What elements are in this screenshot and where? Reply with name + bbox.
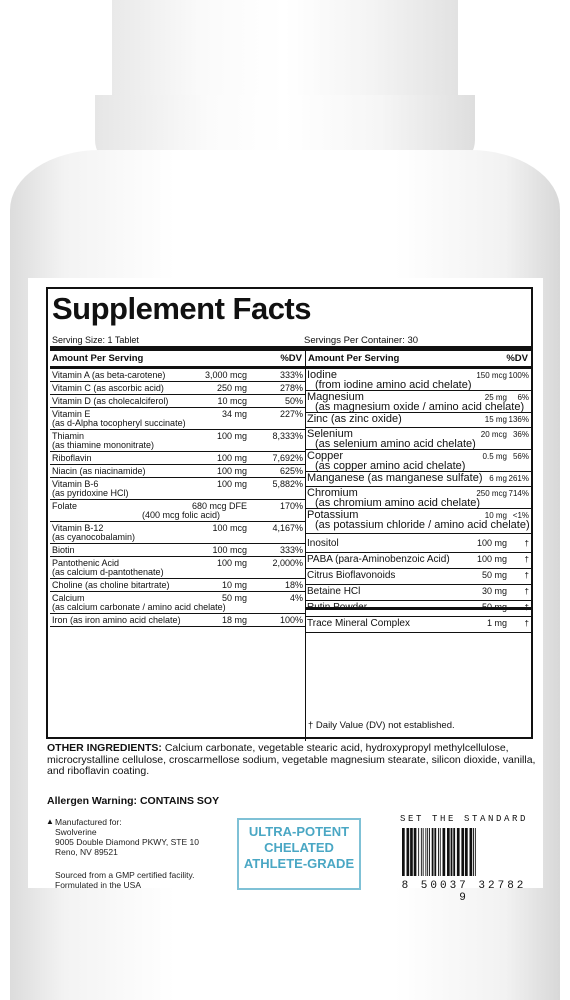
dv-footnote: † Daily Value (DV) not established. [308,720,455,731]
barcode-bar [475,828,476,876]
manufacturer-line: 9005 Double Diamond PKWY, STE 10 [55,837,199,847]
dv-header-right: %DV [506,353,528,364]
barcode-bar [432,828,434,876]
barcode-bar [438,828,439,876]
nutrient-name: Selenium [307,428,353,440]
nutrient-row [305,450,531,472]
barcode-bar [421,828,422,876]
barcode-bar [402,828,405,876]
supplement-facts-panel [46,287,533,739]
nutrient-source: (as selenium amino acid chelate) [315,438,476,450]
nutrient-dv: 136% [508,415,529,424]
nutrient-dv: 50% [284,396,303,406]
nutrient-amount: 6 mg [489,474,507,483]
manufacturer-line: Manufactured for: [55,817,122,827]
facts-title: Supplement Facts [52,291,311,326]
nutrient-amount: 34 mg [221,409,247,419]
nutrient-dv: † [524,571,529,580]
nutrient-name: Potassium [307,509,359,521]
nutrient-dv: 261% [508,474,529,483]
nutrient-dv: 6% [517,393,529,402]
manufacturer-line: Swolverine [55,827,97,837]
nutrient-row [50,592,305,614]
barcode-bar [440,828,441,876]
nutrient-dv: 4% [289,593,303,603]
nutrient-row [50,369,305,382]
barcode-bar [473,828,474,876]
nutrient-row [50,465,305,478]
nutrient-name: PABA (para-Aminobenzoic Acid) [307,554,450,565]
barcode-tagline: SET THE STANDARD [399,814,528,824]
nutrient-name: Manganese (as manganese sulfate) [307,472,483,484]
nutrient-amount: 100 mg [216,453,247,463]
other-ingredients-text: Calcium carbonate, vegetable stearic acid, hydroxypropyl methylcellulose, microcrystalline cellulose, croscarmellose sodium, vegetable magnesium stearate, silicon dioxide, vanilla, and riboflavin coating. [47,742,536,777]
nutrient-dv: <1% [512,511,529,520]
barcode-bar [443,828,446,876]
nutrient-row [50,452,305,465]
sourcing-info [55,870,195,890]
nutrient-name: Vitamin A (as beta-carotene) [52,370,166,380]
nutrient-amount: 100 mg [216,466,247,476]
nutrient-amount: 100 mg [216,431,247,441]
upc-number: 8 50037 32782 9 [401,880,527,904]
nutrient-name: Inositol [307,538,339,549]
other-ingredients-label: OTHER INGREDIENTS: [47,742,162,754]
nutrient-source: (as calcium carbonate / amino acid chelate) [52,602,226,612]
nutrient-dv: 36% [512,430,529,439]
barcode-bar [451,828,453,876]
nutrient-name: Calcium [52,593,85,603]
nutrient-source: (as copper amino acid chelate) [315,460,466,472]
nutrient-name: Biotin [52,545,75,555]
nutrient-name: Zinc (as zinc oxide) [307,413,402,425]
nutrient-row [305,487,531,509]
nutrient-row [305,391,531,413]
other-ingredients [47,743,537,778]
nutrient-name: Vitamin D (as cholecalciferol) [52,396,169,406]
nutrient-row [50,614,305,627]
barcode-bar [434,828,436,876]
nutrient-dv: 625% [279,466,303,476]
nutrient-name: Pantothenic Acid [52,558,120,568]
nutrient-dv: 333% [279,370,303,380]
nutrient-name: Chromium [307,487,358,499]
barcode-bar [470,828,473,876]
nutrient-amount: 30 mg [481,586,507,596]
servings-per-container: Servings Per Container: 30 [304,335,419,346]
nutrient-source: (as calcium d-pantothenate) [52,567,164,577]
barcode-bar [465,828,468,876]
nutrient-dv: 227% [279,409,303,419]
nutrient-amount: 20 mcg [480,430,507,439]
nutrient-source: (400 mcg folic acid) [142,510,221,520]
mid-rule-right [305,607,531,610]
nutrient-name: Betaine HCl [307,586,361,597]
nutrient-dv: 333% [279,545,303,555]
nutrient-name: Citrus Bioflavonoids [307,570,396,581]
nutrient-name: Iron (as iron amino acid chelate) [52,615,181,625]
nutrient-source: (as d-Alpha tocopheryl succinate) [52,418,186,428]
nutrient-name: Copper [307,450,344,462]
nutrient-row [50,544,305,557]
nutrient-amount: 10 mg [484,511,507,520]
nutrient-row [305,509,531,534]
upc-barcode [398,828,530,878]
nutrient-row [50,557,305,579]
nutrient-dv: 2,000% [272,558,303,568]
nutrient-row [50,478,305,500]
dv-header-left: %DV [280,353,302,364]
nutrient-dv: † [524,539,529,548]
nutrient-dv: 714% [508,489,529,498]
nutrient-amount: 250 mcg [476,489,507,498]
thick-rule-left [50,346,305,351]
nutrient-name: Magnesium [307,391,364,403]
nutrient-row [50,500,305,522]
nutrient-amount: 100 mcg [212,545,247,555]
nutrient-row [50,408,305,430]
nutrient-dv: 5,882% [272,479,303,489]
nutrient-row [305,472,531,487]
nutrient-source: (as pyridoxine HCl) [52,488,129,498]
manufacturer-icon: ▲ [46,817,54,826]
nutrient-row [305,585,531,601]
nutrient-row [305,553,531,569]
badge-line: ATHLETE-GRADE [243,856,355,871]
nutrient-amount: 1 mg [486,618,507,628]
amount-header-left: Amount Per Serving [52,353,144,364]
nutrient-amount: 25 mg [484,393,507,402]
nutrient-dv: 100% [508,371,529,380]
nutrient-amount: 100 mg [476,538,507,548]
amount-header-right: Amount Per Serving [308,353,400,364]
nutrient-name: Vitamin C (as ascorbic acid) [52,383,164,393]
nutrient-source: (from iodine amino acid chelate) [315,379,472,391]
nutrient-row [50,579,305,592]
nutrient-row [50,395,305,408]
barcode-bar [407,828,410,876]
nutrient-name: Riboflavin [52,453,92,463]
nutrient-amount: 18 mg [221,615,247,625]
nutrient-name: Vitamin E [52,409,91,419]
badge-line: CHELATED [264,840,334,855]
nutrient-row [305,569,531,585]
barcode-bar [457,828,460,876]
barcode-bar [429,828,430,876]
potency-badge [237,818,361,890]
nutrient-dv: 100% [279,615,303,625]
nutrient-row [305,428,531,450]
nutrient-amount: 3,000 mcg [204,370,247,380]
barcode-bar [423,828,424,876]
barcode-bar [427,828,428,876]
barcode-bar [425,828,426,876]
barcode-bar [461,828,464,876]
nutrient-name: Folate [52,501,78,511]
barcode-bar [418,828,419,876]
nutrient-source: (as cyanocobalamin) [52,532,136,542]
nutrient-name: Vitamin B-12 [52,523,104,533]
nutrient-amount: 10 mg [221,580,247,590]
nutrient-amount: 250 mg [216,383,247,393]
nutrient-dv: 18% [284,580,303,590]
nutrient-dv: 8,333% [272,431,303,441]
nutrient-name: Niacin (as niacinamide) [52,466,146,476]
nutrient-dv: † [524,587,529,596]
nutrient-row [50,522,305,544]
nutrient-amount: 15 mg [484,415,507,424]
nutrient-row [50,382,305,395]
nutrient-amount: 0.5 mg [482,452,507,461]
nutrient-amount: 50 mg [481,570,507,580]
nutrient-amount: 10 mcg [217,396,247,406]
bottle-cap [112,0,458,96]
nutrient-amount: 100 mg [216,479,247,489]
badge-line: ULTRA-POTENT [248,824,350,839]
nutrient-row [305,369,531,391]
nutrient-dv: † [524,619,529,628]
serving-size: Serving Size: 1 Tablet [52,335,139,345]
sourcing-line: Formulated in the USA [55,880,141,890]
barcode-bar [410,828,413,876]
nutrient-dv: † [524,555,529,564]
nutrient-dv: 4,167% [272,523,303,533]
nutrient-amount: 680 mcg DFE [191,501,247,511]
nutrient-dv: 278% [279,383,303,393]
manufacturer-info [55,817,199,857]
nutrient-dv: 56% [512,452,529,461]
nutrient-name: Trace Mineral Complex [307,618,410,629]
sourcing-line: Sourced from a GMP certified facility. [55,870,195,880]
nutrient-name: Iodine [307,369,337,381]
nutrient-source: (as magnesium oxide / amino acid chelate) [315,401,525,413]
nutrient-source: (as thiamine mononitrate) [52,440,155,450]
nutrient-amount: 100 mcg [212,523,247,533]
nutrient-name: Vitamin B-6 [52,479,99,489]
nutrient-name: Choline (as choline bitartrate) [52,580,170,590]
barcode-bar [447,828,450,876]
manufacturer-line: Reno, NV 89521 [55,847,118,857]
barcode-bar [414,828,417,876]
thick-rule-right [305,346,531,351]
nutrient-row [50,430,305,452]
nutrient-amount: 100 mg [476,554,507,564]
barcode-bar [453,828,455,876]
nutrient-amount: 100 mg [216,558,247,568]
nutrient-amount: 150 mcg [476,371,507,380]
nutrient-name: Thiamin [52,431,85,441]
nutrient-row [305,537,531,553]
nutrient-row [305,617,531,633]
allergen-warning: Allergen Warning: CONTAINS SOY [47,795,220,807]
nutrient-dv: 7,692% [272,453,303,463]
nutrient-dv: 170% [279,501,303,511]
nutrient-row [305,413,531,428]
nutrient-source: (as potassium chloride / amino acid chelate) [315,519,530,531]
nutrient-amount: 50 mg [221,593,247,603]
nutrient-source: (as chromium amino acid chelate) [315,497,481,509]
